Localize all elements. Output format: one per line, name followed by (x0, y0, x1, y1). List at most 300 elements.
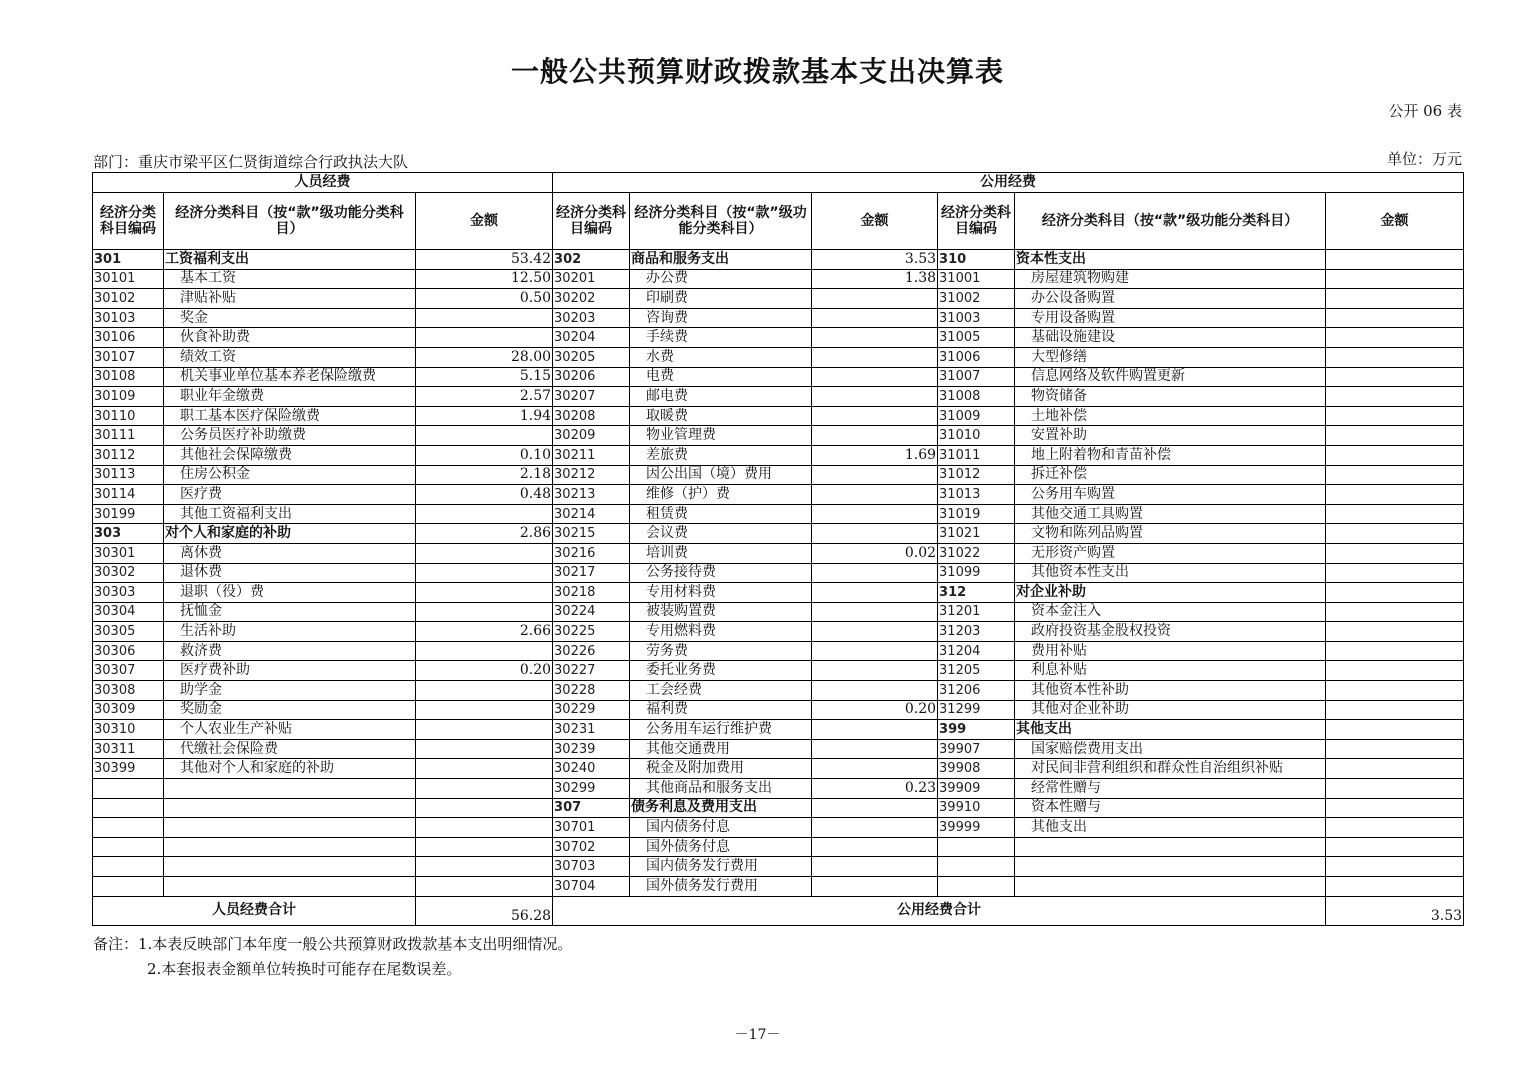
item-name: 国外债务发行费用 (630, 877, 812, 897)
item-name (164, 877, 416, 897)
item-name: 公务用车购置 (1015, 485, 1326, 505)
item-code (93, 877, 164, 897)
item-code: 312 (938, 583, 1015, 603)
item-name: 印刷费 (630, 289, 812, 309)
item-code: 39910 (938, 798, 1015, 818)
item-amount: 2.86 (416, 524, 553, 544)
public-total-label: 公用经费合计 (553, 896, 1326, 925)
item-code: 30109 (93, 387, 164, 407)
item-code: 302 (553, 250, 630, 270)
item-name: 资本性支出 (1015, 250, 1326, 270)
item-amount (416, 681, 553, 701)
item-name: 利息补贴 (1015, 661, 1326, 681)
item-amount (812, 720, 938, 740)
item-name: 其他资本性支出 (1015, 563, 1326, 583)
table-row (93, 308, 1464, 328)
item-code: 30212 (553, 465, 630, 485)
item-code: 31001 (938, 269, 1015, 289)
table-row (93, 857, 1464, 877)
item-code: 30310 (93, 720, 164, 740)
item-amount (416, 700, 553, 720)
item-code: 30111 (93, 426, 164, 446)
col-header-name: 经济分类科目（按“款”级功能分类科目） (1015, 193, 1326, 250)
item-name: 被装购置费 (630, 602, 812, 622)
item-amount (1326, 857, 1464, 877)
table-row (93, 739, 1464, 759)
item-code: 30214 (553, 504, 630, 524)
item-amount (812, 485, 938, 505)
item-amount (416, 602, 553, 622)
item-name: 基本工资 (164, 269, 416, 289)
item-name: 代缴社会保险费 (164, 739, 416, 759)
item-code: 30231 (553, 720, 630, 740)
item-name: 资本性赠与 (1015, 798, 1326, 818)
item-amount (1326, 818, 1464, 838)
item-name: 其他资本性补助 (1015, 681, 1326, 701)
table-row (93, 641, 1464, 661)
item-name (164, 798, 416, 818)
item-name: 资本金注入 (1015, 602, 1326, 622)
item-code: 30228 (553, 681, 630, 701)
item-amount (812, 877, 938, 897)
item-amount (812, 406, 938, 426)
item-name: 政府投资基金股权投资 (1015, 622, 1326, 642)
item-code (93, 837, 164, 857)
item-name: 电费 (630, 367, 812, 387)
item-amount (416, 563, 553, 583)
item-code: 30304 (93, 602, 164, 622)
item-name: 费用补贴 (1015, 641, 1326, 661)
item-name: 助学金 (164, 681, 416, 701)
item-amount: 3.53 (812, 250, 938, 270)
item-amount (1326, 563, 1464, 583)
item-code: 303 (93, 524, 164, 544)
item-name (164, 818, 416, 838)
group-header-public: 公用经费 (553, 173, 1464, 193)
item-code: 30199 (93, 504, 164, 524)
item-amount (1326, 465, 1464, 485)
item-amount (1326, 700, 1464, 720)
item-code (938, 877, 1015, 897)
item-code: 30306 (93, 641, 164, 661)
table-row (93, 837, 1464, 857)
item-code: 31203 (938, 622, 1015, 642)
item-code: 31012 (938, 465, 1015, 485)
item-name: 安置补助 (1015, 426, 1326, 446)
item-amount (812, 837, 938, 857)
item-amount (416, 328, 553, 348)
item-name: 其他社会保障缴费 (164, 445, 416, 465)
item-code: 31021 (938, 524, 1015, 544)
item-name: 文物和陈列品购置 (1015, 524, 1326, 544)
table-row (93, 367, 1464, 387)
item-name: 个人农业生产补贴 (164, 720, 416, 740)
item-name: 会议费 (630, 524, 812, 544)
item-code: 31008 (938, 387, 1015, 407)
item-code: 31002 (938, 289, 1015, 309)
item-amount (812, 289, 938, 309)
page-title: 一般公共预算财政拨款基本支出决算表 (510, 55, 1004, 88)
col-header-name: 经济分类科目（按“款”级功能分类科目） (164, 193, 416, 250)
item-name (164, 779, 416, 799)
item-code: 30305 (93, 622, 164, 642)
item-amount (416, 583, 553, 603)
personnel-total-label: 人员经费合计 (93, 896, 416, 925)
col-header-amount: 金额 (1326, 193, 1464, 250)
item-name: 基础设施建设 (1015, 328, 1326, 348)
item-amount (1326, 308, 1464, 328)
item-amount: 2.57 (416, 387, 553, 407)
table-row (93, 583, 1464, 603)
item-name: 咨询费 (630, 308, 812, 328)
item-amount (1326, 367, 1464, 387)
item-code: 30227 (553, 661, 630, 681)
item-name: 福利费 (630, 700, 812, 720)
item-amount (1326, 485, 1464, 505)
item-code: 30226 (553, 641, 630, 661)
table-body (93, 250, 1464, 897)
col-header-code: 经济分类科目编码 (93, 193, 164, 250)
item-amount (416, 641, 553, 661)
item-name: 手续费 (630, 328, 812, 348)
item-name: 工会经费 (630, 681, 812, 701)
table-row (93, 602, 1464, 622)
item-code: 31205 (938, 661, 1015, 681)
item-name: 医疗费 (164, 485, 416, 505)
item-name: 取暖费 (630, 406, 812, 426)
item-code: 30215 (553, 524, 630, 544)
item-amount (1326, 661, 1464, 681)
item-amount (416, 837, 553, 857)
item-amount (416, 877, 553, 897)
item-code: 31022 (938, 543, 1015, 563)
item-name: 奖励金 (164, 700, 416, 720)
item-amount (812, 387, 938, 407)
item-name: 对企业补助 (1015, 583, 1326, 603)
item-name: 维修（护）费 (630, 485, 812, 505)
personnel-total-amount: 56.28 (416, 896, 553, 925)
item-code: 30217 (553, 563, 630, 583)
item-name (1015, 857, 1326, 877)
item-name: 地上附着物和青苗补偿 (1015, 445, 1326, 465)
totals-row (93, 896, 1464, 925)
item-amount: 1.38 (812, 269, 938, 289)
item-amount: 0.50 (416, 289, 553, 309)
item-amount (812, 563, 938, 583)
item-code: 30303 (93, 583, 164, 603)
item-code: 31009 (938, 406, 1015, 426)
item-name: 医疗费补助 (164, 661, 416, 681)
item-amount (416, 543, 553, 563)
item-amount (812, 818, 938, 838)
item-code: 31010 (938, 426, 1015, 446)
item-amount (1326, 543, 1464, 563)
item-name: 机关事业单位基本养老保险缴费 (164, 367, 416, 387)
item-name: 公务用车运行维护费 (630, 720, 812, 740)
item-code (938, 857, 1015, 877)
item-code: 30399 (93, 759, 164, 779)
col-header-amount: 金额 (416, 193, 553, 250)
table-row (93, 877, 1464, 897)
item-code: 301 (93, 250, 164, 270)
item-code: 31204 (938, 641, 1015, 661)
item-name: 国家赔偿费用支出 (1015, 739, 1326, 759)
item-name: 对个人和家庭的补助 (164, 524, 416, 544)
item-name: 公务员医疗补助缴费 (164, 426, 416, 446)
item-amount (1326, 739, 1464, 759)
item-amount: 2.18 (416, 465, 553, 485)
table-row (93, 328, 1464, 348)
table-row (93, 269, 1464, 289)
item-amount (812, 426, 938, 446)
table-row (93, 445, 1464, 465)
item-name (164, 857, 416, 877)
col-header-code: 经济分类科目编码 (938, 193, 1015, 250)
item-amount (416, 504, 553, 524)
table-row (93, 504, 1464, 524)
item-amount (812, 739, 938, 759)
table-row (93, 700, 1464, 720)
item-amount: 0.10 (416, 445, 553, 465)
item-name: 其他对个人和家庭的补助 (164, 759, 416, 779)
item-code: 30206 (553, 367, 630, 387)
item-name: 抚恤金 (164, 602, 416, 622)
item-name: 津贴补贴 (164, 289, 416, 309)
item-code: 30702 (553, 837, 630, 857)
item-amount (812, 641, 938, 661)
item-code: 307 (553, 798, 630, 818)
table-row (93, 465, 1464, 485)
item-amount (1326, 622, 1464, 642)
item-name (164, 837, 416, 857)
item-name: 大型修缮 (1015, 347, 1326, 367)
item-amount (812, 465, 938, 485)
note-line: 备注：1.本表反映部门本年度一般公共预算财政拨款基本支出明细情况。 (93, 935, 573, 953)
item-name: 税金及附加费用 (630, 759, 812, 779)
item-code: 30108 (93, 367, 164, 387)
item-amount: 12.50 (416, 269, 553, 289)
item-code: 39908 (938, 759, 1015, 779)
item-code (93, 818, 164, 838)
item-code: 30240 (553, 759, 630, 779)
item-name: 培训费 (630, 543, 812, 563)
item-name: 经常性赠与 (1015, 779, 1326, 799)
item-code: 30225 (553, 622, 630, 642)
item-code: 30218 (553, 583, 630, 603)
table-row (93, 289, 1464, 309)
item-amount (1326, 837, 1464, 857)
item-name: 退职（役）费 (164, 583, 416, 603)
item-amount (812, 367, 938, 387)
item-amount (1326, 289, 1464, 309)
item-amount (1326, 387, 1464, 407)
item-code: 30216 (553, 543, 630, 563)
item-name: 信息网络及软件购置更新 (1015, 367, 1326, 387)
item-code: 31299 (938, 700, 1015, 720)
item-amount (1326, 877, 1464, 897)
item-name: 差旅费 (630, 445, 812, 465)
item-amount (1326, 641, 1464, 661)
item-code: 30224 (553, 602, 630, 622)
expenditure-table (92, 172, 1464, 926)
item-name: 奖金 (164, 308, 416, 328)
item-code: 39907 (938, 739, 1015, 759)
item-amount (416, 857, 553, 877)
item-name: 公务接待费 (630, 563, 812, 583)
item-code (93, 779, 164, 799)
item-amount: 0.02 (812, 543, 938, 563)
table-row (93, 661, 1464, 681)
item-code (93, 857, 164, 877)
item-name: 物资储备 (1015, 387, 1326, 407)
item-name: 其他商品和服务支出 (630, 779, 812, 799)
item-amount (1326, 602, 1464, 622)
item-code: 30110 (93, 406, 164, 426)
item-code: 310 (938, 250, 1015, 270)
item-code: 31007 (938, 367, 1015, 387)
item-name: 办公费 (630, 269, 812, 289)
item-code: 30113 (93, 465, 164, 485)
item-amount (812, 759, 938, 779)
item-amount (1326, 720, 1464, 740)
item-amount: 28.00 (416, 347, 553, 367)
table-row (93, 779, 1464, 799)
item-name: 住房公积金 (164, 465, 416, 485)
item-code: 30239 (553, 739, 630, 759)
item-code: 30114 (93, 485, 164, 505)
table-row (93, 563, 1464, 583)
item-amount: 53.42 (416, 250, 553, 270)
item-name: 拆迁补偿 (1015, 465, 1326, 485)
item-amount (812, 798, 938, 818)
item-code: 30307 (93, 661, 164, 681)
table-row (93, 759, 1464, 779)
item-name: 房屋建筑物购建 (1015, 269, 1326, 289)
table-row (93, 347, 1464, 367)
item-amount (812, 602, 938, 622)
item-amount (812, 622, 938, 642)
item-amount (416, 739, 553, 759)
item-amount (812, 857, 938, 877)
item-name: 职工基本医疗保险缴费 (164, 406, 416, 426)
table-row (93, 622, 1464, 642)
item-name: 其他对企业补助 (1015, 700, 1326, 720)
item-amount (1326, 347, 1464, 367)
item-amount (812, 661, 938, 681)
item-code: 30107 (93, 347, 164, 367)
item-code: 30204 (553, 328, 630, 348)
unit-label: 单位：万元 (1386, 150, 1462, 168)
item-code: 31011 (938, 445, 1015, 465)
page-number: －17－ (734, 1027, 781, 1043)
item-code: 30201 (553, 269, 630, 289)
item-name: 无形资产购置 (1015, 543, 1326, 563)
item-amount (416, 759, 553, 779)
item-amount (812, 347, 938, 367)
item-code: 31201 (938, 602, 1015, 622)
item-amount (1326, 250, 1464, 270)
item-name: 商品和服务支出 (630, 250, 812, 270)
item-amount (1326, 269, 1464, 289)
item-name: 退休费 (164, 563, 416, 583)
note-line: 2.本套报表金额单位转换时可能存在尾数误差。 (147, 960, 462, 978)
public-total-amount: 3.53 (1326, 896, 1464, 925)
item-name: 伙食补助费 (164, 328, 416, 348)
table-row (93, 485, 1464, 505)
item-amount: 5.15 (416, 367, 553, 387)
table-row (93, 798, 1464, 818)
item-amount (1326, 504, 1464, 524)
item-name: 委托业务费 (630, 661, 812, 681)
item-amount (416, 308, 553, 328)
item-code: 30701 (553, 818, 630, 838)
item-amount (812, 524, 938, 544)
item-code: 30102 (93, 289, 164, 309)
item-code: 31006 (938, 347, 1015, 367)
table-row (93, 818, 1464, 838)
item-name: 专用材料费 (630, 583, 812, 603)
item-code: 31099 (938, 563, 1015, 583)
item-amount (1326, 328, 1464, 348)
item-name: 因公出国（境）费用 (630, 465, 812, 485)
item-name: 对民间非营利组织和群众性自治组织补贴 (1015, 759, 1326, 779)
item-code: 30703 (553, 857, 630, 877)
item-amount (416, 720, 553, 740)
item-amount: 0.20 (416, 661, 553, 681)
item-amount: 2.66 (416, 622, 553, 642)
table-row (93, 720, 1464, 740)
notes (93, 932, 572, 982)
col-header-name: 经济分类科目（按“款”级功能分类科目） (630, 193, 812, 250)
table-row (93, 250, 1464, 270)
item-name: 土地补偿 (1015, 406, 1326, 426)
item-name: 工资福利支出 (164, 250, 416, 270)
item-code: 30302 (93, 563, 164, 583)
item-name: 国内债务付息 (630, 818, 812, 838)
group-header-row (93, 173, 1464, 193)
item-code: 31005 (938, 328, 1015, 348)
item-amount (416, 798, 553, 818)
item-amount: 0.48 (416, 485, 553, 505)
item-name: 租赁费 (630, 504, 812, 524)
item-code (93, 798, 164, 818)
item-amount (1326, 406, 1464, 426)
item-name: 劳务费 (630, 641, 812, 661)
item-code: 31003 (938, 308, 1015, 328)
item-amount (1326, 524, 1464, 544)
item-name: 物业管理费 (630, 426, 812, 446)
item-code: 30299 (553, 779, 630, 799)
item-name: 救济费 (164, 641, 416, 661)
item-name: 水费 (630, 347, 812, 367)
table-number: 公开 06 表 (1388, 102, 1462, 120)
item-name: 办公设备购置 (1015, 289, 1326, 309)
item-name: 国外债务付息 (630, 837, 812, 857)
item-name (1015, 837, 1326, 857)
item-amount (1326, 445, 1464, 465)
item-amount (812, 328, 938, 348)
item-name: 绩效工资 (164, 347, 416, 367)
item-code: 399 (938, 720, 1015, 740)
table-row (93, 406, 1464, 426)
column-header-row (93, 193, 1464, 250)
group-header-personnel: 人员经费 (93, 173, 553, 193)
table-row (93, 681, 1464, 701)
item-name: 国内债务发行费用 (630, 857, 812, 877)
item-amount (1326, 583, 1464, 603)
department-label: 部门：重庆市梁平区仁贤街道综合行政执法大队 (93, 153, 409, 171)
item-amount: 1.94 (416, 406, 553, 426)
